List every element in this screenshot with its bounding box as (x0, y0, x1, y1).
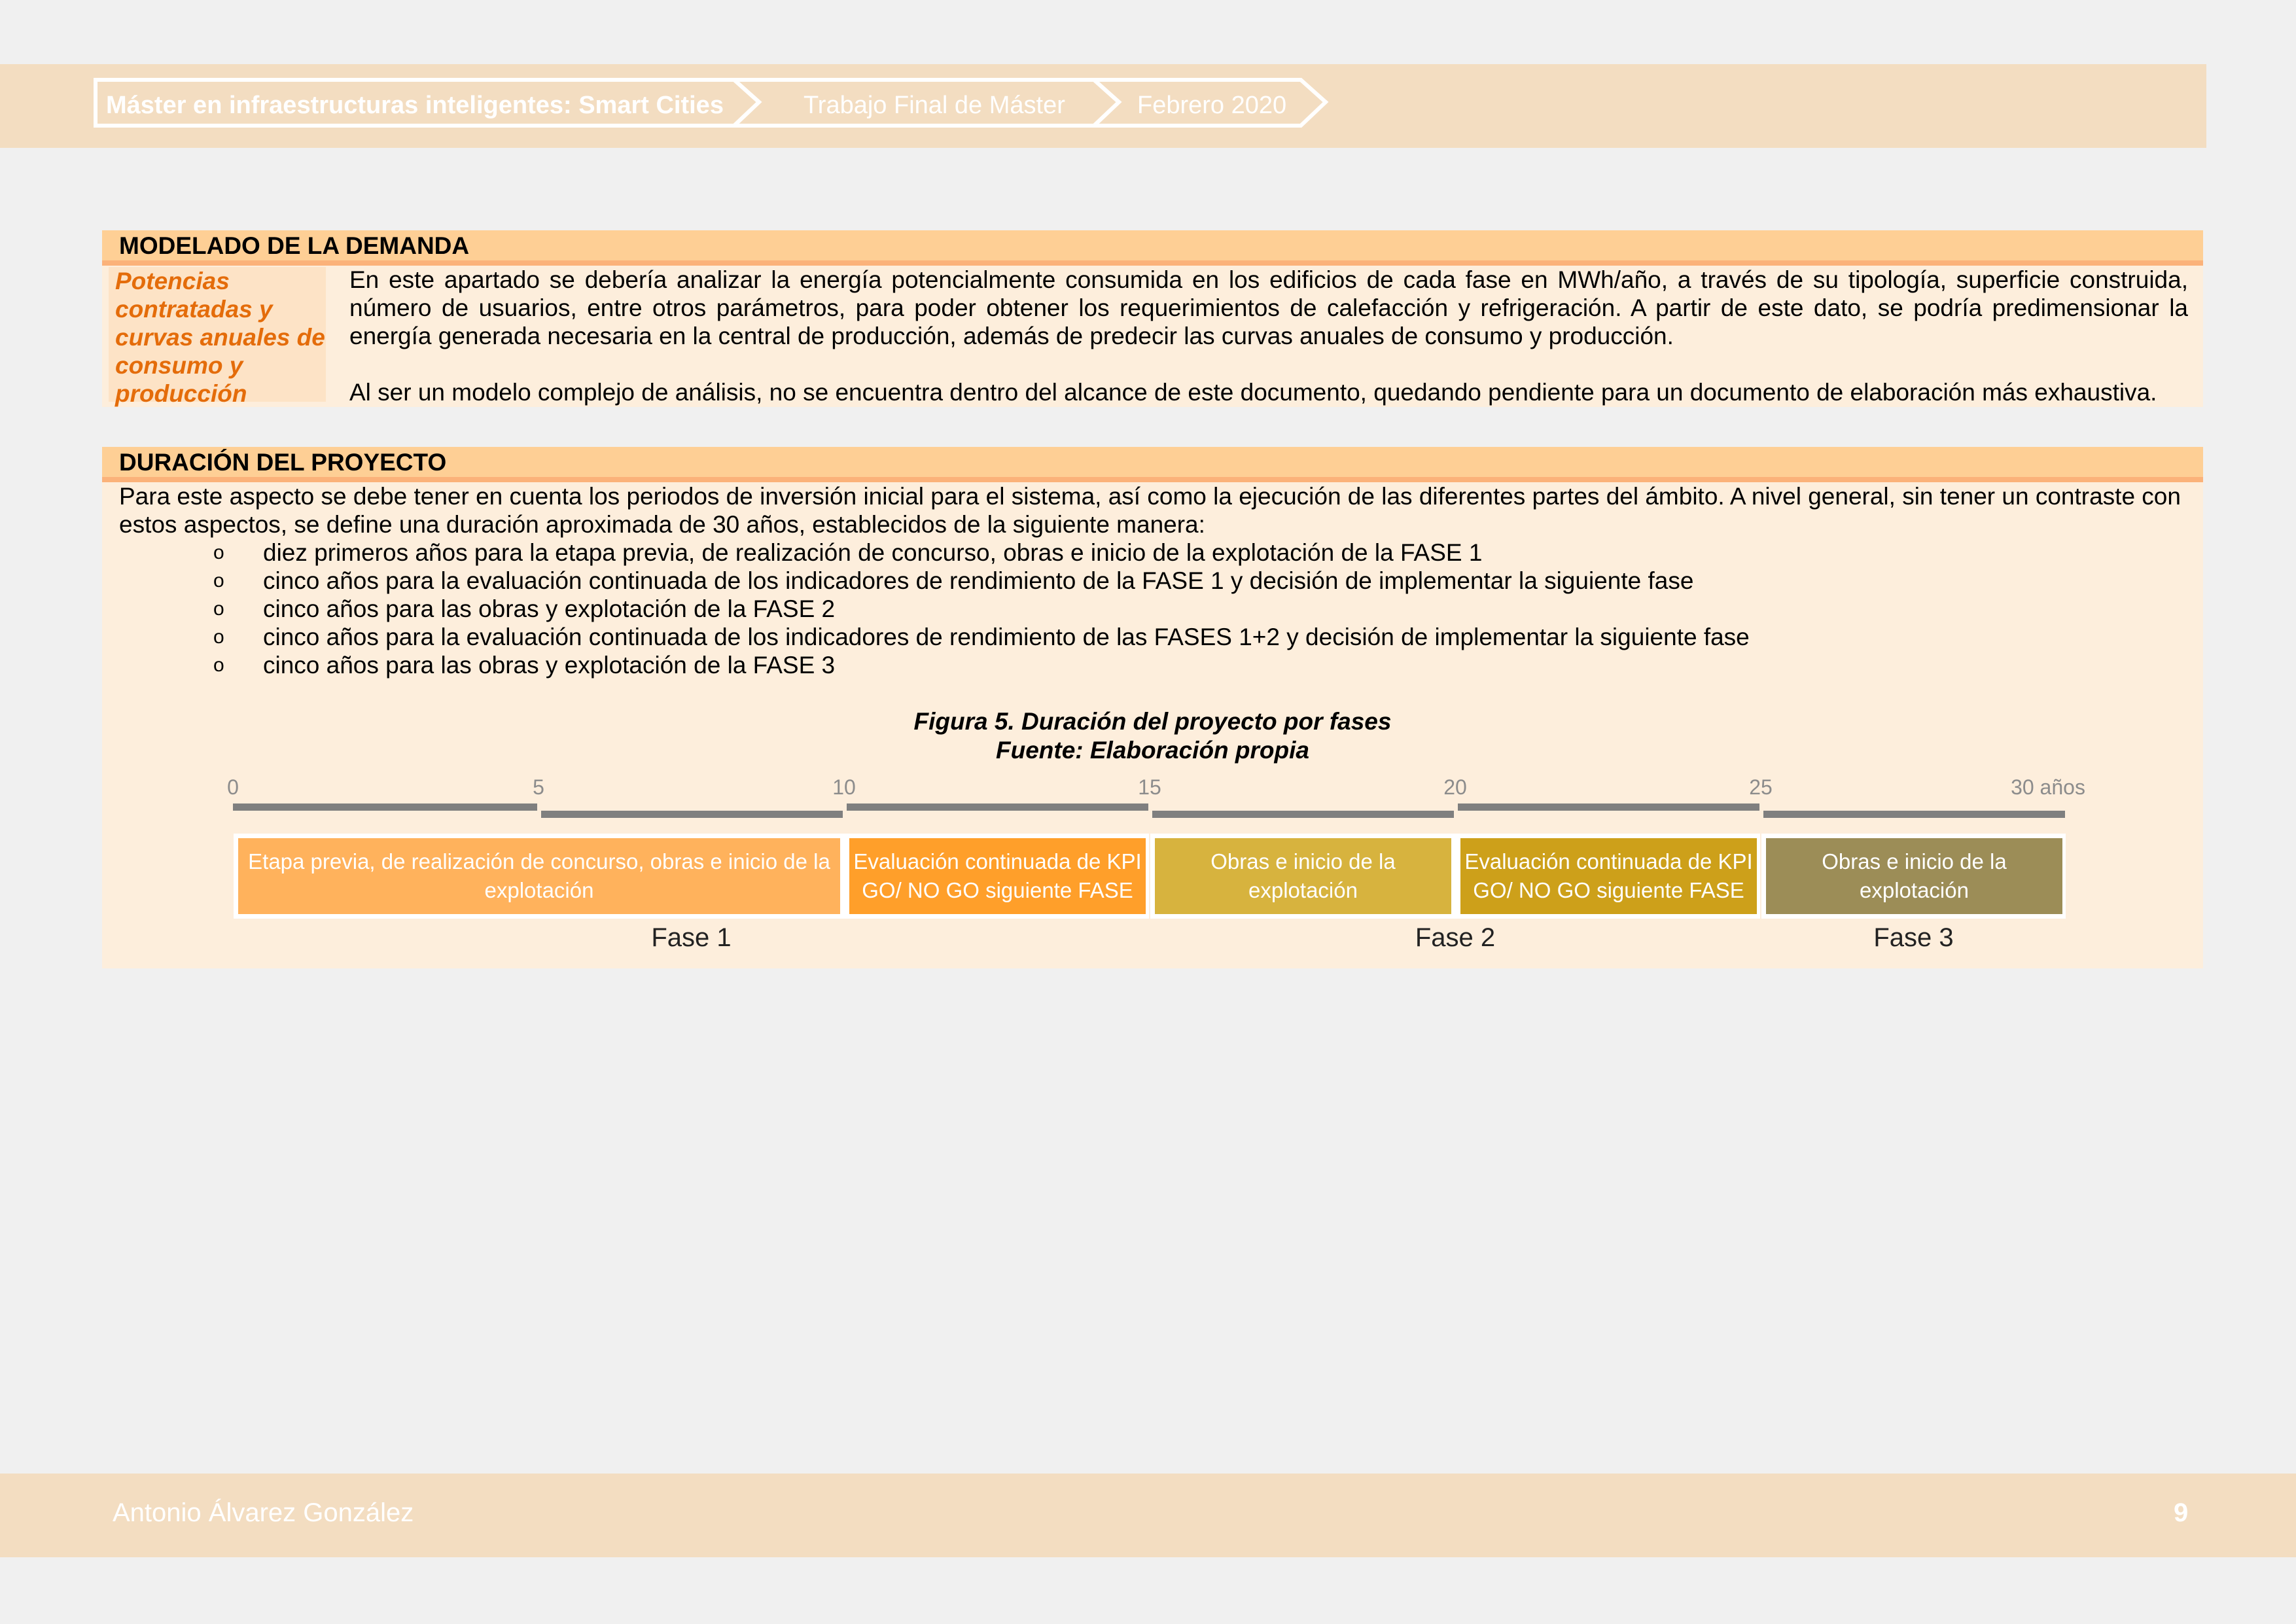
list-item-text: diez primeros años para la etapa previa, de realización de concurso, obras e inicio de la explotación de la FASE 1 (263, 539, 1483, 566)
timeline-segment-label: Evaluación continuada de KPI GO/ NO GO siguiente FASE (853, 849, 1142, 902)
footer-band (0, 1474, 2296, 1557)
section-title: MODELADO DE LA DEMANDA (102, 230, 2203, 266)
tick-label: 15 (1138, 775, 1161, 799)
page-number: 9 (2174, 1498, 2189, 1527)
timeline-axis-segment (847, 803, 1148, 811)
timeline-segment-label: Obras e inicio de la explotación (1822, 849, 2007, 902)
list-item-text: cinco años para la evaluación continuada de los indicadores de rendimiento de la FASE 1 y decisión de implementar la siguiente fase (263, 567, 1694, 594)
timeline-axis-segment (1152, 811, 1454, 818)
bullet-icon: o (213, 598, 224, 620)
section-duracion-proyecto (102, 447, 2203, 968)
bullet-icon: o (213, 654, 224, 676)
tick-label: 10 (832, 775, 856, 799)
bullet-icon: o (213, 570, 224, 591)
bullet-icon: o (213, 542, 224, 563)
breadcrumb-item-2[interactable]: Trabajo Final de Máster (804, 92, 1065, 119)
figure-caption: Figura 5. Duración del proyecto por fases (913, 708, 1392, 735)
breadcrumb-item-1[interactable]: Máster en infraestructuras inteligentes: Smart Cities (106, 92, 724, 119)
timeline-axis-segment (541, 811, 843, 818)
list-item-text: cinco años para las obras y explotación de la FASE 2 (263, 595, 836, 622)
paragraph: En este apartado se debería analizar la energía potencialmente consumida en los edificios de cada fase en MWh/año, a través de su tipología, superficie construida, número de usuarios, entre otros parámetros, para poder obtener los requerimientos de calefacción y refrigeración. A partir de este dato, se podría predimensionar la energía generada necesaria en la central de producción, además de predecir las curvas anuales de consumo y producción. (349, 266, 2188, 349)
paragraph: Al ser un modelo complejo de análisis, no se encuentra dentro del alcance de este documento, quedando pendiente para un documento de elaboración más exhaustiva. (349, 379, 2157, 406)
tick-label: 0 (227, 775, 239, 799)
header-band (0, 64, 2206, 148)
breadcrumb-item-3[interactable]: Febrero 2020 (1137, 92, 1287, 119)
tick-label: 20 (1443, 775, 1467, 799)
phase-label: Fase 1 (651, 923, 732, 952)
timeline-axis-segment (1458, 803, 1759, 811)
tick-label: 30 años (2011, 775, 2085, 799)
phase-label: Fase 3 (1873, 923, 1954, 952)
bullet-icon: o (213, 626, 224, 648)
section-modelado-demanda (102, 230, 2203, 407)
figure-source: Fuente: Elaboración propia (996, 737, 1309, 764)
tick-label: 5 (533, 775, 544, 799)
phase-label: Fase 2 (1415, 923, 1496, 952)
timeline-axis-segment (1763, 811, 2065, 818)
timeline-axis-segment (233, 803, 537, 811)
timeline-segment-label: Evaluación continuada de KPI GO/ NO GO siguiente FASE (1464, 849, 1753, 902)
list-item-text: cinco años para las obras y explotación de la FASE 3 (263, 652, 836, 679)
intro-paragraph: Para este aspecto se debe tener en cuenta los periodos de inversión inicial para el sistema, así como la ejecución de las diferentes partes del ámbito. A nivel general, sin tener un contraste con estos aspectos, se define una duración aproximada de 30 años, establecidos de la siguiente manera: (119, 483, 2181, 538)
section-body (349, 266, 2188, 406)
section-title: DURACIÓN DEL PROYECTO (102, 447, 2203, 482)
list-item-text: cinco años para la evaluación continuada de los indicadores de rendimiento de las FASES 1+2 y decisión de implementar la siguiente fase (263, 624, 1750, 650)
footer-author: Antonio Álvarez González (113, 1498, 414, 1527)
tick-label: 25 (1749, 775, 1773, 799)
timeline-segment-label: Obras e inicio de la explotación (1210, 849, 1396, 902)
side-label: Potencias contratadas y curvas anuales de consumo y producción (109, 267, 326, 402)
timeline-segment-label: Etapa previa, de realización de concurso, obras e inicio de la explotación (248, 849, 830, 902)
